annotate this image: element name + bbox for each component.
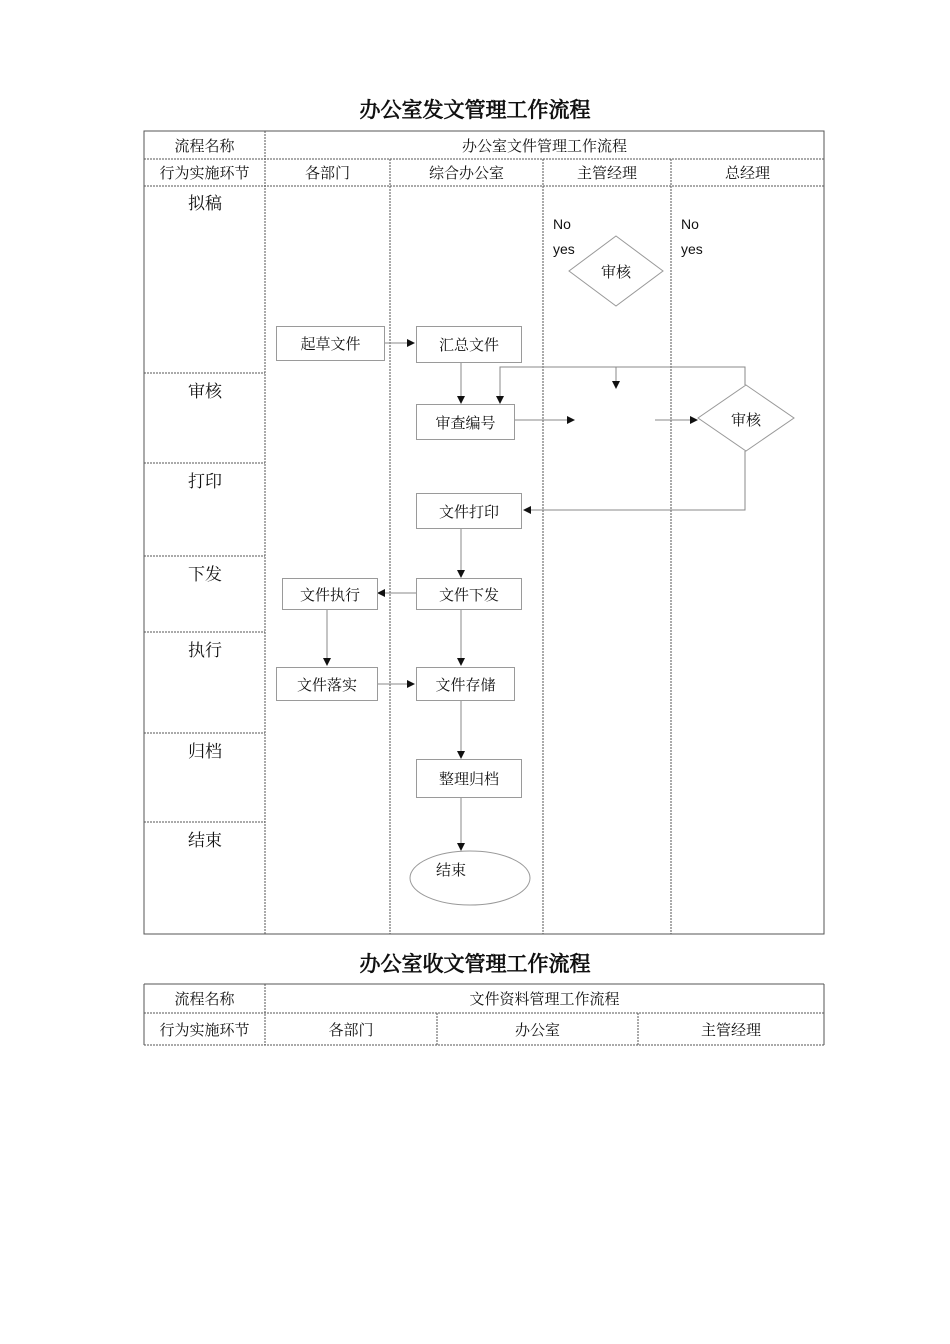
audit-gm-decision: 审核 bbox=[730, 411, 761, 429]
box-review-numbering: 审查编号 bbox=[416, 404, 515, 440]
box-organize-archive: 整理归档 bbox=[416, 759, 522, 798]
stage-distribute: 下发 bbox=[188, 565, 222, 585]
box-collect-documents: 汇总文件 bbox=[416, 326, 522, 363]
stage-review: 审核 bbox=[188, 382, 222, 402]
box-document-store: 文件存储 bbox=[416, 667, 515, 701]
column-header-general-office: 综合办公室 bbox=[428, 164, 504, 182]
yes-label-manager: yes bbox=[553, 241, 575, 257]
box-document-distribute: 文件下发 bbox=[416, 578, 522, 610]
box-draft-document: 起草文件 bbox=[276, 326, 385, 361]
column-header-departments: 各部门 bbox=[304, 164, 350, 182]
process-name-label-2: 流程名称 bbox=[174, 990, 235, 1008]
column-header-manager-2: 主管经理 bbox=[700, 1020, 761, 1039]
stage-end: 结束 bbox=[188, 831, 222, 851]
stage-archive: 归档 bbox=[188, 742, 222, 762]
column-header-general-manager: 总经理 bbox=[724, 164, 770, 182]
no-label-gm: No bbox=[681, 216, 699, 232]
process-name-label: 流程名称 bbox=[174, 136, 235, 155]
row-label-2: 行为实施环节 bbox=[159, 1020, 250, 1039]
box-document-print: 文件打印 bbox=[416, 493, 522, 529]
box-document-implement: 文件落实 bbox=[276, 667, 378, 701]
stage-print: 打印 bbox=[188, 472, 222, 492]
column-header-manager: 主管经理 bbox=[576, 164, 637, 182]
process-name-value-2: 文件资料管理工作流程 bbox=[469, 990, 620, 1008]
stage-execute: 执行 bbox=[188, 641, 222, 661]
end-terminal: 结束 bbox=[435, 860, 466, 879]
stage-draft: 拟稿 bbox=[188, 194, 222, 214]
box-document-execute: 文件执行 bbox=[282, 578, 378, 610]
column-header-departments-2: 各部门 bbox=[328, 1020, 374, 1039]
yes-label-gm: yes bbox=[681, 241, 703, 257]
doc2-title: 办公室收文管理工作流程 bbox=[359, 952, 591, 976]
column-header-office-2: 办公室 bbox=[514, 1020, 560, 1039]
doc1-title: 办公室发文管理工作流程 bbox=[359, 98, 591, 122]
process-name-value: 办公室文件管理工作流程 bbox=[461, 136, 627, 155]
audit-manager-decision: 审核 bbox=[600, 263, 631, 281]
no-label-manager: No bbox=[553, 216, 571, 232]
row-label: 行为实施环节 bbox=[159, 164, 250, 182]
